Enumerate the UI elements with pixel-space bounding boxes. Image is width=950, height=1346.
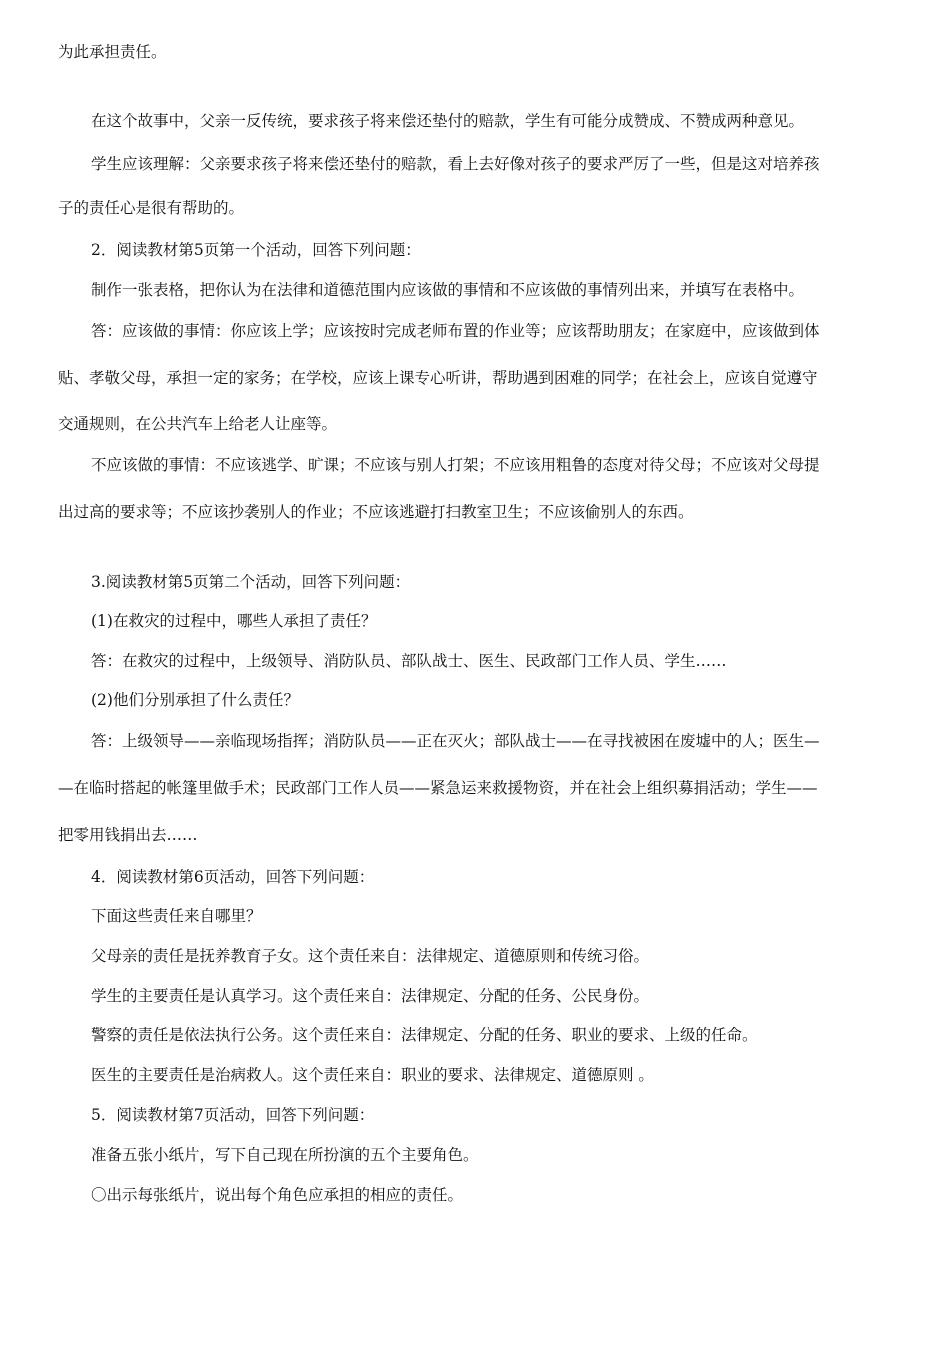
answer-line: —在临时搭起的帐篷里做手术；民政部门工作人员——紧急运来救援物资，并在社会上组织募捐活动；学生——: [58, 779, 818, 797]
text-line: 学生的主要责任是认真学习。这个责任来自：法律规定、分配的任务、公民身份。: [91, 987, 650, 1005]
answer-line: 答：上级领导——亲临现场指挥；消防队员——正在灭火；部队战士——在寻找被困在废墟中的人；医生—: [91, 732, 820, 750]
answer-line: 贴、孝敬父母，承担一定的家务；在学校，应该上课专心听讲，帮助遇到困难的同学；在社会上，应该自觉遵守: [58, 369, 818, 387]
sub-question: (1)在救灾的过程中，哪些人承担了责任？: [91, 612, 377, 630]
text-line: 在这个故事中，父亲一反传统，要求孩子将来偿还垫付的赔款，学生有可能分成赞成、不赞成两种意见。: [91, 112, 805, 130]
answer-line: 交通规则，在公共汽车上给老人让座等。: [58, 415, 338, 433]
answer-line: 出过高的要求等；不应该抄袭别人的作业；不应该逃避打扫教室卫生；不应该偷别人的东西。: [58, 503, 694, 521]
answer-line: 答：在救灾的过程中，上级领导、消防队员、部队战士、医生、民政部门工作人员、学生……: [91, 652, 727, 670]
sub-question: (2)他们分别承担了什么责任？: [91, 691, 299, 709]
text-line: 警察的责任是依法执行公务。这个责任来自：法律规定、分配的任务、职业的要求、上级的任命。: [91, 1026, 758, 1044]
answer-line: 答：应该做的事情：你应该上学；应该按时完成老师布置的作业等；应该帮助朋友；在家庭中，应该做到体: [91, 322, 820, 340]
text-line: 父母亲的责任是抚养教育子女。这个责任来自：法律规定、道德原则和传统习俗。: [91, 947, 650, 965]
question-heading: 3.阅读教材第5页第二个活动，回答下列问题：: [91, 573, 411, 591]
answer-line: 把零用钱捐出去……: [58, 826, 198, 844]
text-line: 学生应该理解：父亲要求孩子将来偿还垫付的赔款，看上去好像对孩子的要求严厉了一些，但是这对培养孩: [91, 155, 820, 173]
answer-line: 不应该做的事情：不应该逃学、旷课；不应该与别人打架；不应该用粗鲁的态度对待父母；不应该对父母提: [91, 456, 820, 474]
text-line: 医生的主要责任是治病救人。这个责任来自：职业的要求、法律规定、道德原则 。: [91, 1066, 654, 1084]
question-heading: 4．阅读教材第6页活动，回答下列问题：: [91, 868, 375, 886]
text-line: 下面这些责任来自哪里？: [91, 907, 262, 925]
question-heading: 5．阅读教材第7页活动，回答下列问题：: [91, 1106, 375, 1124]
text-line: 为此承担责任。: [58, 43, 167, 61]
text-line: 〇出示每张纸片，说出每个角色应承担的相应的责任。: [91, 1186, 464, 1204]
text-line: 制作一张表格，把你认为在法律和道德范围内应该做的事情和不应该做的事情列出来，并填写在表格中。: [91, 281, 805, 299]
text-line: 子的责任心是很有帮助的。: [58, 199, 245, 217]
question-heading: 2．阅读教材第5页第一个活动，回答下列问题：: [91, 241, 421, 259]
text-line: 准备五张小纸片，写下自己现在所扮演的五个主要角色。: [91, 1146, 479, 1164]
